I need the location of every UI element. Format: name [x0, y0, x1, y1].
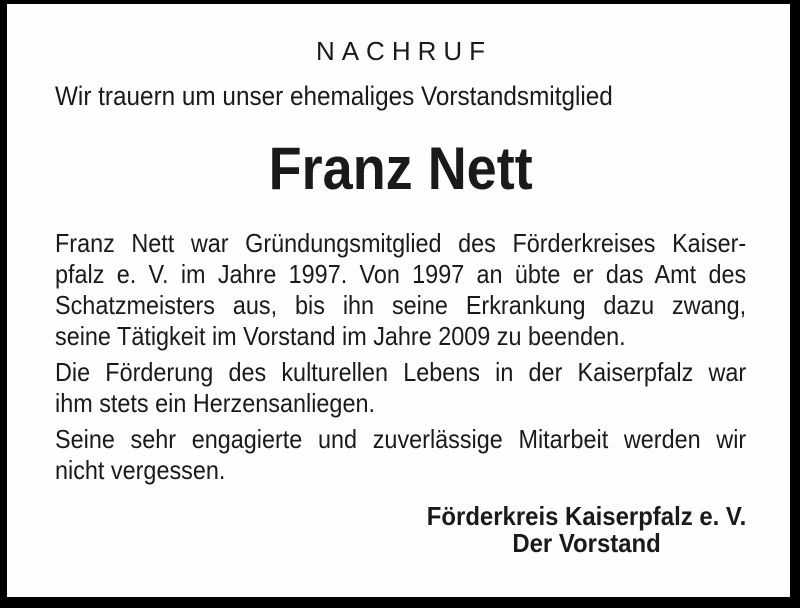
text-line: pfalz e. V. im Jahre 1997. Von 1997 an übte er das Amt des: [55, 259, 747, 289]
signature-org: Förderkreis Kaiserpfalz e. V.: [426, 501, 746, 531]
text-line: nicht vergessen.: [55, 455, 226, 485]
signature-role: Der Vorstand: [512, 528, 661, 558]
notice-title: NACHRUF: [315, 36, 493, 66]
paragraph-founding: [55, 228, 746, 352]
deceased-name: Franz Nett: [268, 135, 533, 202]
paragraph-remembrance: [55, 424, 746, 486]
signature-block: [426, 503, 746, 557]
text-line: ihm stets ein Herzensanliegen.: [55, 388, 375, 418]
text-line: Seine sehr engagierte und zuverlässige Mitarbeit werden wir: [55, 424, 747, 454]
paragraph-culture: [55, 357, 746, 419]
intro-line: Wir trauern um unser ehemaliges Vorstandsmitglied: [55, 81, 613, 111]
text-line: Schatzmeisters aus, bis ihn seine Erkrankung dazu zwang,: [55, 290, 747, 320]
deceased-name-wrap: [55, 135, 746, 202]
text-line: Die Förderung des kulturellen Lebens in der Kaiserpfalz war: [55, 357, 747, 387]
text-line: Franz Nett war Gründungsmitglied des Förderkreises Kaiser-: [55, 228, 747, 258]
obituary-page: [7, 4, 790, 597]
text-line: seine Tätigkeit im Vorstand im Jahre 2009 zu beenden.: [55, 321, 626, 351]
